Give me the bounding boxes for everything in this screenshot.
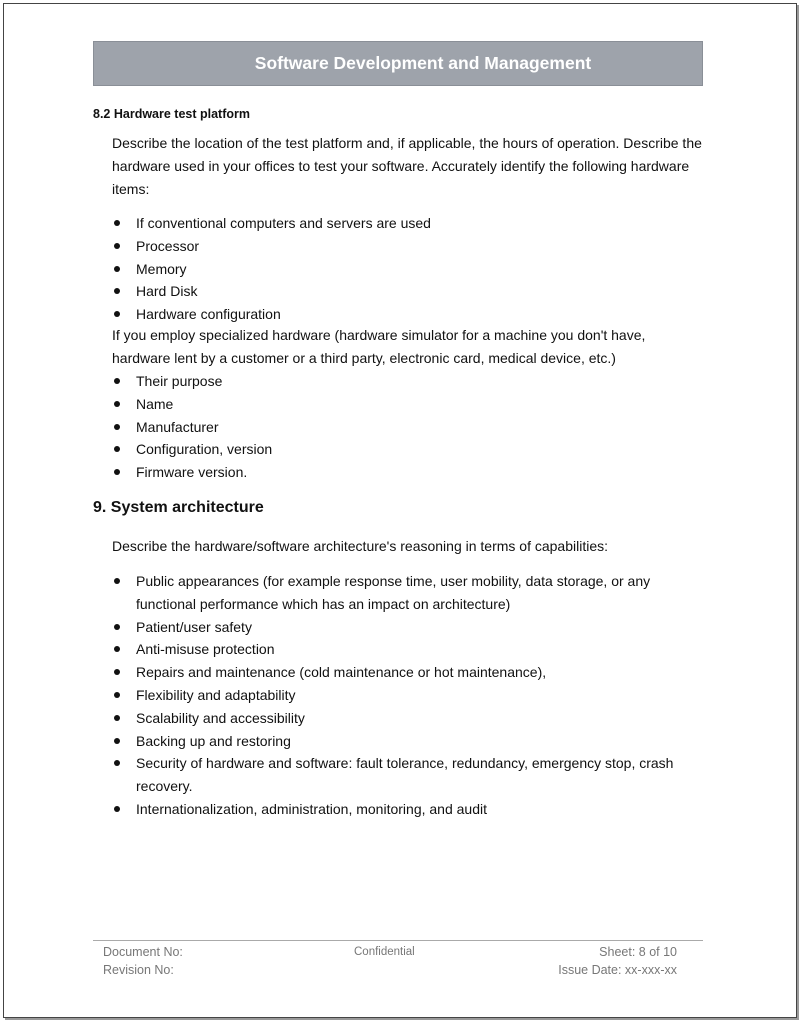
list-item: Configuration, version: [112, 438, 702, 461]
list-item: Backing up and restoring: [112, 730, 702, 753]
section-9-heading: 9. System architecture: [93, 499, 264, 516]
document-title: Software Development and Management: [254, 53, 592, 73]
footer-sheet: Sheet: 8 of 10: [599, 945, 677, 959]
footer-confidential: Confidential: [354, 946, 415, 958]
list-item: Their purpose: [112, 370, 702, 393]
list-item: Internationalization, administration, monitoring, and audit: [112, 798, 702, 821]
specialized-items-list: [112, 370, 702, 484]
header-banner: [93, 41, 703, 86]
list-item: Security of hardware and software: fault tolerance, redundancy, emergency stop, crash recovery.: [112, 752, 702, 798]
list-item: Flexibility and adaptability: [112, 684, 702, 707]
list-item: Public appearances (for example response time, user mobility, data storage, or any functional performance which has an impact on architecture): [112, 570, 702, 616]
list-item: Patient/user safety: [112, 616, 702, 639]
list-item: Processor: [112, 235, 702, 258]
architecture-items-list: [112, 570, 702, 821]
footer-issue-date: Issue Date: xx-xxx-xx: [558, 963, 677, 977]
hardware-items-list: [112, 212, 702, 326]
section-8-2-intro: Describe the location of the test platform and, if applicable, the hours of operation. Describe the hardware used in your offices to test your software. Accurately identify the following hardware items:: [112, 135, 702, 197]
list-item: Memory: [112, 258, 702, 281]
document-page: [3, 3, 797, 1018]
list-item: Hardware configuration: [112, 303, 702, 326]
footer-document-no: Document No:: [103, 945, 183, 959]
list-item: If conventional computers and servers are used: [112, 212, 702, 235]
section-8-2-heading: 8.2 Hardware test platform: [93, 107, 250, 121]
list-item: Firmware version.: [112, 461, 702, 484]
footer-revision-no: Revision No:: [103, 963, 174, 977]
list-item: Scalability and accessibility: [112, 707, 702, 730]
list-item: Anti-misuse protection: [112, 638, 702, 661]
section-9-intro: Describe the hardware/software architecture's reasoning in terms of capabilities:: [112, 538, 609, 554]
footer-divider: [93, 940, 703, 941]
list-item: Repairs and maintenance (cold maintenance or hot maintenance),: [112, 661, 702, 684]
list-item: Hard Disk: [112, 280, 702, 303]
list-item: Manufacturer: [112, 416, 702, 439]
list-item: Name: [112, 393, 702, 416]
specialized-hardware-text: If you employ specialized hardware (hardware simulator for a machine you don't have, hardware lent by a customer or a third party, electronic card, medical device, etc.): [112, 327, 646, 366]
